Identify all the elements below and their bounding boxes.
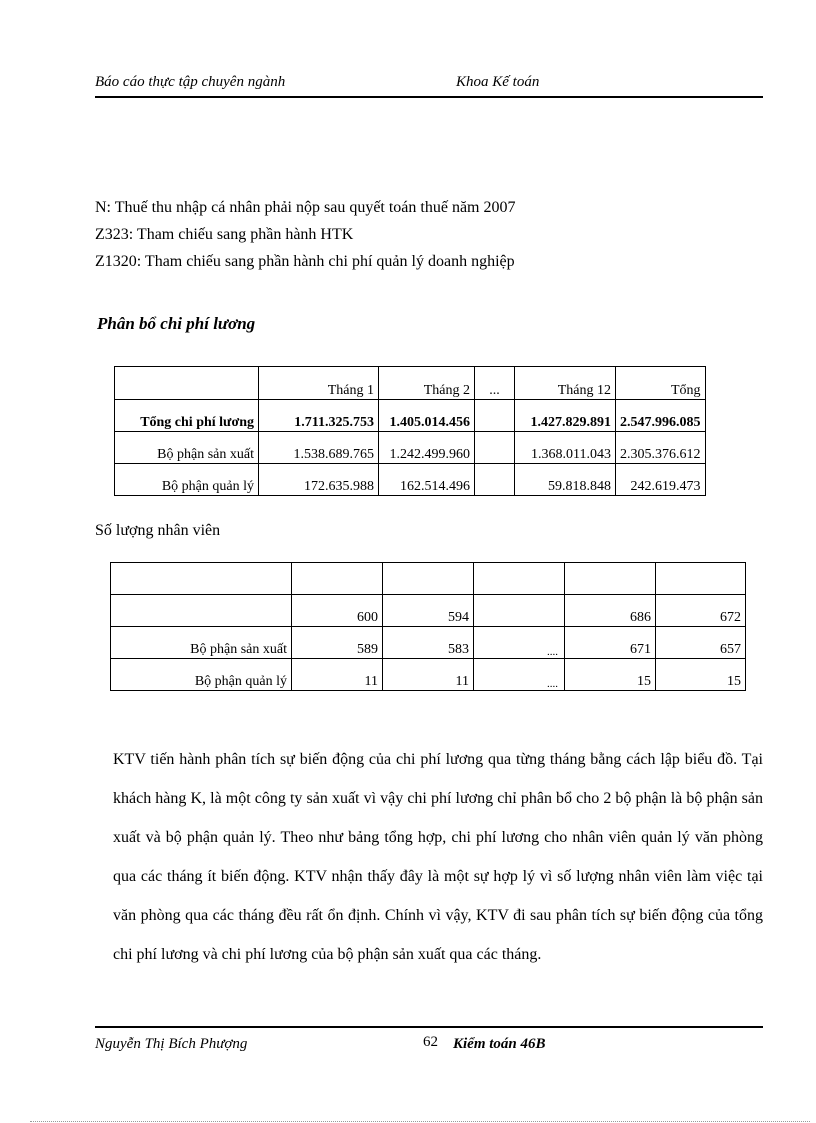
table-cell: 15 (565, 659, 656, 691)
header-report-title: Báo cáo thực tập chuyên ngành (95, 74, 286, 90)
header-cell: ... (475, 367, 515, 400)
header-cell (115, 367, 259, 400)
note-line: Z323: Tham chiếu sang phần hành HTK (95, 226, 354, 243)
table-cell: 671 (565, 627, 656, 659)
row-label: Bộ phận sản xuất (115, 432, 259, 464)
table-cell: 1.711.325.753 (259, 400, 379, 432)
table-cell: 1.427.829.891 (515, 400, 616, 432)
row-label (111, 595, 292, 627)
table-cell: 594 (383, 595, 474, 627)
table-cell: .... (474, 627, 565, 659)
page-bottom-rule (30, 1121, 810, 1122)
staff-count-title: Số lượng nhân viên (95, 522, 221, 539)
header-cell (656, 563, 746, 595)
table-cell: 242.619.473 (616, 464, 706, 496)
table-row (115, 432, 706, 464)
table-cell: 11 (292, 659, 383, 691)
salary-allocation-table (114, 366, 706, 496)
header-cell (474, 563, 565, 595)
table-cell: 2.305.376.612 (616, 432, 706, 464)
header-cell: Tổng (616, 367, 706, 400)
header-cell: Tháng 12 (515, 367, 616, 400)
table-cell: 59.818.848 (515, 464, 616, 496)
footer-class: Kiểm toán 46B (453, 1036, 546, 1052)
note-line: N: Thuế thu nhập cá nhân phải nộp sau quyết toán thuế năm 2007 (95, 199, 516, 216)
table-cell: 11 (383, 659, 474, 691)
table-row (111, 627, 746, 659)
table-cell (475, 464, 515, 496)
reference-notes (95, 194, 516, 275)
footer-author: Nguyễn Thị Bích Phượng (95, 1036, 248, 1052)
table-header-row (115, 367, 706, 400)
page-number: 62 (423, 1034, 438, 1050)
staff-count-table (110, 562, 746, 691)
page-footer (95, 1026, 763, 1068)
table-cell: 1.368.011.043 (515, 432, 616, 464)
table-cell: 583 (383, 627, 474, 659)
header-department: Khoa Kế toán (456, 74, 540, 90)
row-label: Bộ phận quản lý (111, 659, 292, 691)
header-cell: Tháng 1 (259, 367, 379, 400)
table-cell: 1.242.499.960 (379, 432, 475, 464)
table-cell (475, 432, 515, 464)
table-row (115, 400, 706, 432)
table-cell: 1.538.689.765 (259, 432, 379, 464)
table-row (111, 595, 746, 627)
table-cell: 2.547.996.085 (616, 400, 706, 432)
row-label: Tổng chi phí lương (115, 400, 259, 432)
table-cell: 686 (565, 595, 656, 627)
table-cell (474, 595, 565, 627)
analysis-paragraph: KTV tiến hành phân tích sự biến động của chi phí lương qua từng tháng bằng cách lập biểu đồ. Tại khách hàng K, là một công ty sản xuất vì vậy chi phí lương chỉ phân bổ cho 2 bộ phận là bộ phận sản xuất và bộ phận quản lý. Theo như bảng tổng hợp, chi phí lương cho nhân viên quản lý văn phòng qua các tháng ít biến động. KTV nhận thấy đây là một sự hợp lý vì số lượng nhân viên làm việc tại văn phòng qua các tháng đều rất ổn định. Chính vì vậy, KTV đi sau phân tích sự biến động của tổng chi phí lương và chi phí lương của bộ phận sản xuất qua các tháng. (113, 751, 763, 963)
header-cell (292, 563, 383, 595)
table-cell: 672 (656, 595, 746, 627)
table-cell (475, 400, 515, 432)
row-label: Bộ phận sản xuất (111, 627, 292, 659)
table-cell: 172.635.988 (259, 464, 379, 496)
table-cell: 657 (656, 627, 746, 659)
table-cell: .... (474, 659, 565, 691)
note-line: Z1320: Tham chiếu sang phần hành chi phí quản lý doanh nghiệp (95, 253, 515, 270)
table-cell: 1.405.014.456 (379, 400, 475, 432)
table-row (111, 659, 746, 691)
page-header (95, 74, 763, 98)
header-cell (383, 563, 474, 595)
section-title: Phân bổ chi phí lương (97, 314, 256, 333)
table-header-row (111, 563, 746, 595)
header-cell (565, 563, 656, 595)
row-label: Bộ phận quản lý (115, 464, 259, 496)
header-cell: Tháng 2 (379, 367, 475, 400)
header-cell (111, 563, 292, 595)
table-cell: 162.514.496 (379, 464, 475, 496)
table-cell: 589 (292, 627, 383, 659)
table-cell: 600 (292, 595, 383, 627)
table-cell: 15 (656, 659, 746, 691)
table-row (115, 464, 706, 496)
